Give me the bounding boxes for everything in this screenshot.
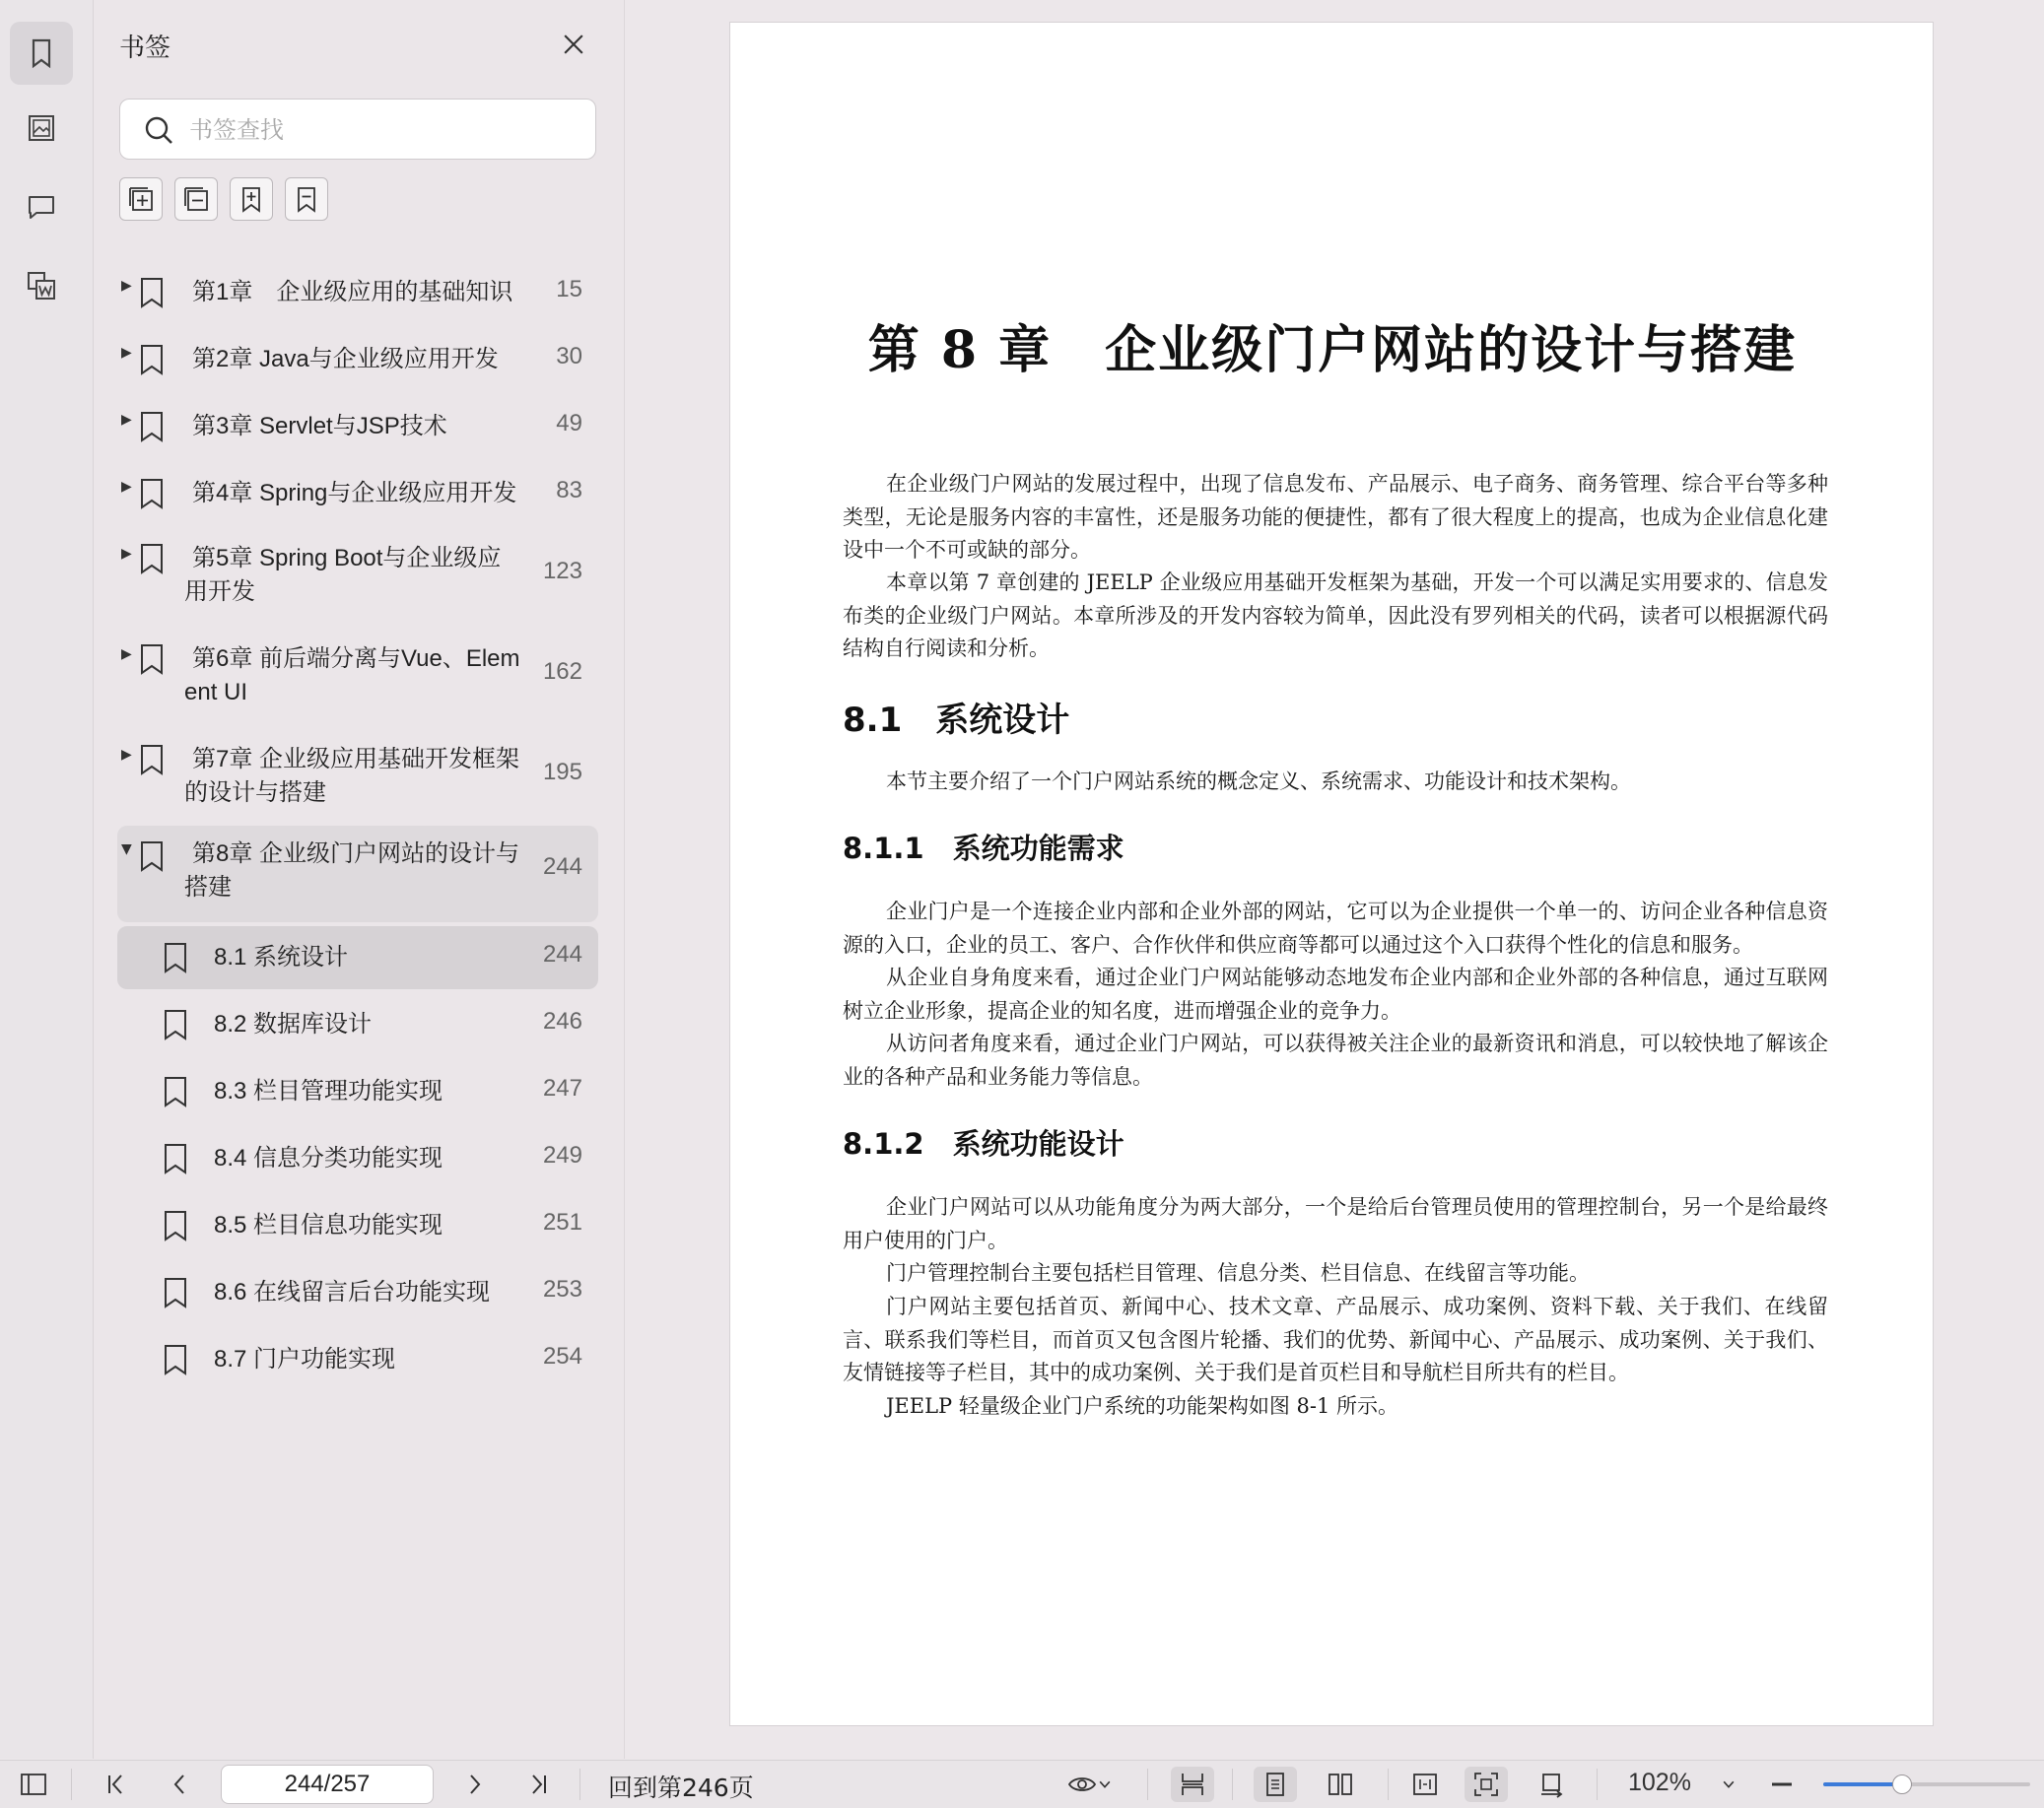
bookmark-label: 第2章 Java与企业级应用开发: [192, 346, 499, 372]
bookmark-item-8-1[interactable]: [117, 926, 598, 989]
expand-arrow-icon[interactable]: ▶: [121, 747, 132, 763]
bookmark-label-line1: 第7章 企业级应用基础开发框架: [192, 746, 520, 772]
bookmark-label: 8.1 系统设计: [214, 944, 349, 971]
chevron-down-icon: [1721, 1776, 1737, 1792]
bookmark-label: 8.7 门户功能实现: [214, 1346, 396, 1373]
expand-arrow-icon[interactable]: ▶: [121, 345, 132, 361]
body-paragraph: JEELP 轻量级企业门户系统的功能架构如图 8-1 所示。: [886, 1394, 1398, 1418]
bookmark-icon: [137, 743, 167, 776]
bookmark-label-line2: 的设计与搭建: [184, 779, 326, 806]
bookmark-label-line1: 第5章 Spring Boot与企业级应: [192, 545, 502, 571]
last-page-icon: [523, 1770, 553, 1799]
bookmark-item-8-7[interactable]: [117, 1328, 598, 1391]
chapter-title: 第 8 章 企业级门户网站的设计与搭建: [867, 320, 1798, 380]
zoom-dropdown-button[interactable]: [1717, 1767, 1740, 1802]
fit-width-icon: [1178, 1770, 1207, 1799]
bookmark-icon: [161, 1276, 190, 1309]
body-paragraph: 本章以第 7 章创建的 JEELP 企业级应用基础开发框架为基础，开发一个可以满足实用要求的、信息发布类的企业级门户网站。本章所涉及的开发内容较为简单，因此没有罗列相关的代码，读者可以根据源代码结构自行阅读和分析。: [843, 570, 1828, 660]
single-page-icon: [1260, 1770, 1290, 1799]
bookmark-icon: [137, 542, 167, 575]
expand-arrow-icon[interactable]: ▶: [121, 546, 132, 562]
bookmark-icon: [161, 1209, 190, 1242]
bookmark-item-ch8[interactable]: [117, 826, 598, 922]
bookmark-page-number: 244: [542, 853, 582, 880]
expand-arrow-icon[interactable]: ▶: [121, 412, 132, 428]
bookmark-item-8-6[interactable]: [117, 1261, 598, 1324]
actual-size-button[interactable]: [1465, 1767, 1508, 1802]
expand-arrow-icon[interactable]: ▶: [121, 278, 132, 294]
bookmark-search-box[interactable]: [119, 99, 596, 160]
zoom-slider[interactable]: [1823, 1782, 2030, 1786]
remove-bookmark-icon: [292, 184, 321, 214]
fit-page-icon: [1410, 1770, 1440, 1799]
first-page-icon: [102, 1770, 131, 1799]
body-paragraph: 企业门户网站可以从功能角度分为两大部分，一个是给后台管理员使用的管理控制台，另一个是给最终用户使用的门户。: [843, 1195, 1828, 1252]
bookmark-item-ch6[interactable]: [117, 633, 598, 725]
bookmark-page-number: 249: [542, 1142, 582, 1169]
bookmark-icon: [137, 410, 167, 443]
bookmark-item-8-5[interactable]: [117, 1194, 598, 1257]
body-paragraph: 门户管理控制台主要包括栏目管理、信息分类、栏目信息、在线留言等功能。: [886, 1261, 1590, 1285]
expand-all-button[interactable]: [119, 177, 163, 221]
fit-page-button[interactable]: [1403, 1767, 1447, 1802]
sidebar-title: 书签: [119, 33, 171, 63]
bookmark-page-number: 15: [556, 276, 582, 302]
thumbnail-panel-button[interactable]: [10, 97, 73, 160]
bookmark-label: 第3章 Servlet与JSP技术: [192, 413, 447, 439]
bookmark-icon: [137, 343, 167, 376]
chevron-down-icon: [1097, 1776, 1113, 1792]
close-sidebar-button[interactable]: [557, 28, 590, 61]
body-paragraph: 门户网站主要包括首页、新闻中心、技术文章、产品展示、成功案例、资料下载、关于我们、在线留言、联系我们等栏目，而首页又包含图片轮播、我们的优势、新闻中心、产品展示、成功案例、关于我们、友情链接等子栏目，其中的成功案例、关于我们是首页栏目和导航栏目所共有的栏目。: [843, 1295, 1828, 1384]
body-paragraph: 在企业级门户网站的发展过程中，出现了信息发布、产品展示、电子商务、商务管理、综合平台等多种类型，无论是服务内容的丰富性，还是服务功能的便捷性，都有了很大程度上的提高，也成为企业信息化建设中一个不可或缺的部分。: [843, 472, 1828, 562]
bookmark-icon: [161, 941, 190, 974]
add-bookmark-icon: [237, 184, 266, 214]
next-page-button[interactable]: [457, 1767, 493, 1802]
expand-arrow-icon[interactable]: ▶: [121, 646, 132, 662]
bookmark-page-number: 253: [542, 1276, 582, 1303]
bookmark-icon: [137, 642, 167, 676]
word-convert-button[interactable]: [10, 254, 73, 317]
bookmark-page-number: 162: [542, 658, 582, 685]
bookmark-page-number: 251: [542, 1209, 582, 1236]
bookmark-icon: [161, 1142, 190, 1175]
comment-panel-button[interactable]: [10, 175, 73, 238]
search-icon: [142, 113, 175, 147]
body-paragraph: 企业门户是一个连接企业内部和企业外部的网站，它可以为企业提供一个单一的、访问企业各种信息资源的入口，企业的员工、客户、合作伙伴和供应商等都可以通过这个入口获得个性化的信息和服务。: [843, 900, 1828, 957]
expand-arrow-icon[interactable]: ▶: [121, 479, 132, 495]
rotate-page-button[interactable]: [1530, 1767, 1573, 1802]
bookmark-icon: [161, 1075, 190, 1108]
rotate-icon: [1536, 1770, 1566, 1799]
add-bookmark-button[interactable]: [230, 177, 273, 221]
bookmark-label-line2: 用开发: [184, 578, 255, 605]
bookmark-item-ch1[interactable]: [117, 264, 598, 323]
subsection-heading: 8.1.1 系统功能需求: [843, 832, 1124, 865]
subsection-heading: 8.1.2 系统功能设计: [843, 1127, 1124, 1161]
bookmark-icon: [137, 477, 167, 510]
bookmark-panel-button[interactable]: [10, 22, 73, 85]
document-viewer[interactable]: [625, 0, 2044, 1759]
collapse-arrow-icon[interactable]: ▼: [121, 841, 132, 857]
remove-bookmark-button[interactable]: [285, 177, 328, 221]
toggle-sidebar-button[interactable]: [14, 1767, 53, 1802]
bookmark-item-ch4[interactable]: [117, 465, 598, 524]
previous-page-button[interactable]: [162, 1767, 197, 1802]
bookmark-label-line2: ent UI: [184, 679, 248, 705]
bookmark-label: 8.2 数据库设计: [214, 1011, 373, 1038]
last-page-button[interactable]: [520, 1767, 556, 1802]
bottom-toolbar: [0, 1760, 2044, 1808]
chevron-left-icon: [165, 1770, 194, 1799]
zoom-slider-fill: [1823, 1782, 1902, 1786]
bookmark-label: 8.4 信息分类功能实现: [214, 1145, 443, 1172]
expand-all-icon: [126, 184, 156, 214]
bookmark-page-number: 49: [556, 410, 582, 436]
bookmark-page-number: 30: [556, 343, 582, 369]
body-paragraph: 从访问者角度来看，通过企业门户网站，可以获得被关注企业的最新资讯和消息，可以较快地了解该企业的各种产品和业务能力等信息。: [843, 1032, 1828, 1089]
collapse-all-icon: [181, 184, 211, 214]
first-page-button[interactable]: [99, 1767, 134, 1802]
bookmark-search-input[interactable]: [187, 109, 585, 151]
bookmark-page-number: 195: [542, 759, 582, 785]
bookmark-page-number: 246: [542, 1008, 582, 1035]
sidebar-toggle-icon: [19, 1770, 48, 1799]
zoom-level: 102%: [1628, 1769, 1691, 1796]
bookmark-label: 8.5 栏目信息功能实现: [214, 1212, 443, 1239]
bookmark-page-number: 247: [542, 1075, 582, 1102]
bookmark-icon: [161, 1343, 190, 1376]
bookmark-icon: [137, 276, 167, 309]
zoom-out-button[interactable]: [1764, 1767, 1800, 1802]
bookmark-icon: [137, 839, 167, 873]
bookmark-page-number: 244: [542, 941, 582, 968]
bookmark-label-line2: 搭建: [184, 874, 232, 901]
zoom-slider-handle[interactable]: [1892, 1775, 1912, 1794]
body-paragraph: 从企业自身角度来看，通过企业门户网站能够动态地发布企业内部和企业外部的各种信息，通过互联网树立企业形象，提高企业的知名度，进而增强企业的竞争力。: [843, 966, 1828, 1023]
actual-size-icon: [1471, 1770, 1501, 1799]
image-icon: [25, 111, 58, 145]
body-paragraph: 本节主要介绍了一个门户网站系统的概念定义、系统需求、功能设计和技术架构。: [886, 770, 1631, 793]
collapse-all-button[interactable]: [174, 177, 218, 221]
bookmark-label: 第1章 企业级应用的基础知识: [192, 279, 513, 305]
bookmark-label: 第4章 Spring与企业级应用开发: [192, 480, 517, 506]
bookmark-item-ch3[interactable]: [117, 398, 598, 457]
view-mode-dropdown[interactable]: [1062, 1767, 1118, 1802]
eye-icon: [1067, 1770, 1097, 1799]
bookmark-sidebar: [94, 0, 625, 1759]
bookmark-page-number: 83: [556, 477, 582, 503]
word-convert-icon: [25, 269, 58, 302]
bookmark-icon: [161, 1008, 190, 1041]
bookmark-label: 8.3 栏目管理功能实现: [214, 1078, 443, 1105]
chevron-right-icon: [460, 1770, 490, 1799]
left-icon-rail: [0, 0, 94, 1759]
double-page-icon: [1326, 1770, 1355, 1799]
page-number-input[interactable]: [221, 1765, 434, 1804]
single-page-button[interactable]: [1254, 1767, 1297, 1802]
bookmark-icon: [25, 36, 58, 70]
fit-width-button[interactable]: [1171, 1767, 1214, 1802]
back-to-page-link[interactable]: 回到第246页: [608, 1774, 754, 1802]
bookmark-page-number: 254: [542, 1343, 582, 1370]
section-heading: 8.1 系统设计: [843, 701, 1070, 740]
bookmark-label-line1: 第8章 企业级门户网站的设计与: [192, 840, 520, 867]
document-page: [729, 22, 1934, 1726]
bookmark-label-line1: 第6章 前后端分离与Vue、Elem: [192, 645, 520, 672]
close-icon: [559, 30, 588, 59]
bookmark-label: 8.6 在线留言后台功能实现: [214, 1279, 491, 1306]
bookmark-item-8-4[interactable]: [117, 1127, 598, 1190]
bookmark-item-8-2[interactable]: [117, 993, 598, 1056]
bookmark-item-ch5[interactable]: [117, 532, 598, 625]
bookmark-item-8-3[interactable]: [117, 1060, 598, 1123]
minus-icon: [1767, 1770, 1797, 1799]
bookmark-item-ch7[interactable]: [117, 733, 598, 826]
double-page-button[interactable]: [1319, 1767, 1362, 1802]
comment-icon: [25, 190, 58, 224]
bookmark-page-number: 123: [542, 558, 582, 584]
bookmark-item-ch2[interactable]: [117, 331, 598, 390]
